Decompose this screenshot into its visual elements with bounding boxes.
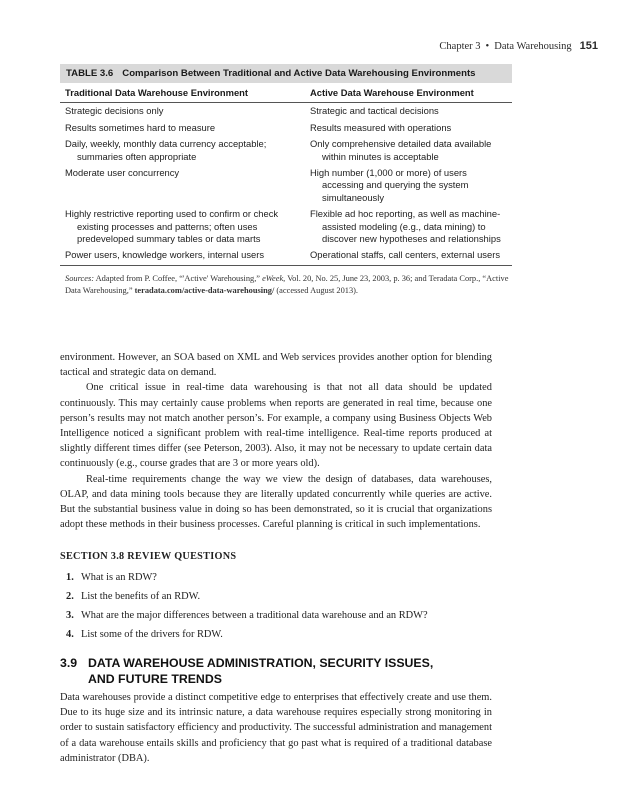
cell-text: High number (1,000 or more) of users accessing and querying the system simultaneously <box>310 167 469 203</box>
list-item <box>66 606 496 625</box>
body-paragraph-3: Real-time requirements change the way we view the design of databases, data warehouses, OLAP, and data mining tools because they are literally updated concurrently while queries are active. But the substantial business value in doing so has been demonstrated, so it is crucial that organizations adopt these methods in their business processes. Careful planning is critical in such implementations. <box>60 473 492 531</box>
header-separator: • <box>485 41 490 52</box>
table-label: TABLE 3.6 <box>66 68 114 79</box>
table-cell <box>60 103 305 120</box>
column-header-active: Active Data Warehouse Environment <box>305 83 512 103</box>
table-cell <box>60 247 305 265</box>
table-row <box>60 103 512 120</box>
question-text: What are the major differences between a traditional data warehouse and an RDW? <box>81 610 428 621</box>
section-heading <box>60 655 500 687</box>
column-header-traditional: Traditional Data Warehouse Environment <box>60 83 305 103</box>
table-cell <box>305 120 512 136</box>
section-paragraph: Data warehouses provide a distinct competitive edge to enterprises that effectively create and use them. Due to its huge size and its intrinsic nature, a data warehouse requires especially strong monitoring in order to sustain satisfactory efficiency and productivity. The successful administration and management of a data warehouse entails skills and proficiency that go past what is required of a traditional database administrator (DBA). <box>60 692 492 764</box>
cell-text: Only comprehensive detailed data available within minutes is acceptable <box>310 138 492 162</box>
table-cell <box>60 120 305 136</box>
cell-text: Strategic and tactical decisions <box>310 105 439 117</box>
table-row <box>60 120 512 136</box>
sources-text-3: (accessed August 2013). <box>274 286 359 296</box>
table-cell <box>305 165 512 206</box>
body-text <box>60 350 492 532</box>
body-paragraph-2: One critical issue in real-time data warehousing is that not all data should be updated continuously. This may certainly cause problems when reports are generated in real time, because one person’s results may not match another person’s. For example, a company using Business Objects Web Intelligence noticed a significant problem with real-time intelligence. Real-time reports produced at slightly different times differ (see Peterson, 2003). Also, it may not be necessary to update certain data continuously (e.g., course grades that are 3 or more years old). <box>60 382 492 470</box>
comparison-table <box>60 83 512 266</box>
sources-url-link[interactable]: teradata.com/active-data-warehousing/ <box>134 286 275 296</box>
review-questions-heading: SECTION 3.8 REVIEW QUESTIONS <box>60 551 237 562</box>
question-number: 1. <box>66 572 74 583</box>
table-cell <box>305 136 512 165</box>
table-row <box>60 206 512 247</box>
table-header-row <box>60 83 512 103</box>
table-caption <box>60 64 512 83</box>
table-cell <box>60 165 305 206</box>
question-text: List some of the drivers for RDW. <box>81 629 223 640</box>
running-header <box>60 40 598 52</box>
sources-label: Sources: <box>65 273 94 283</box>
cell-text: Daily, weekly, monthly data currency acceptable; summaries often appropriate <box>65 138 267 162</box>
sources-journal: eWeek <box>262 273 284 283</box>
table-title: Comparison Between Traditional and Active Data Warehousing Environments <box>122 68 476 79</box>
review-questions-list <box>66 568 496 644</box>
table-cell <box>305 103 512 120</box>
question-number: 4. <box>66 629 74 640</box>
table-cell <box>60 206 305 247</box>
chapter-title: Data Warehousing <box>494 41 572 52</box>
section-number: 3.9 <box>60 656 78 670</box>
table-cell <box>305 206 512 247</box>
cell-text: Strategic decisions only <box>65 105 164 117</box>
section-title-line-1: DATA WAREHOUSE ADMINISTRATION, SECURITY ISSUES, <box>88 656 434 670</box>
cell-text: Operational staffs, call centers, external users <box>310 249 501 261</box>
body-paragraph-1: environment. However, an SOA based on XML and Web services provides another option for blending tactical and strategic data on demand. <box>60 352 492 379</box>
chapter-label: Chapter 3 <box>439 41 481 52</box>
cell-text: Flexible ad hoc reporting, as well as machine-assisted modeling (e.g., data mining) to discover new hypotheses and relationships <box>310 208 501 245</box>
table-sources-note <box>60 273 512 298</box>
question-text: What is an RDW? <box>81 572 157 583</box>
cell-text: Results measured with operations <box>310 121 452 133</box>
table-row <box>60 136 512 165</box>
table-cell <box>60 136 305 165</box>
question-number: 2. <box>66 591 74 602</box>
list-item <box>66 625 496 644</box>
section-title-line-2: AND FUTURE TRENDS <box>88 672 222 686</box>
comparison-table-block <box>60 64 512 298</box>
cell-text: Power users, knowledge workers, internal users <box>65 249 265 261</box>
list-item <box>66 568 496 587</box>
question-number: 3. <box>66 610 74 621</box>
list-item <box>66 587 496 606</box>
sources-text-2: , Vol. 20, No. 25, June 23, 2003, p. 36; and Teradata Corp., “Active Data Warehousing,” <box>65 273 509 296</box>
table-row <box>60 165 512 206</box>
table-row <box>60 247 512 265</box>
cell-text: Moderate user concurrency <box>65 167 180 179</box>
page-number: 151 <box>579 40 598 52</box>
cell-text: Results sometimes hard to measure <box>65 121 216 133</box>
table-cell <box>305 247 512 265</box>
question-text: List the benefits of an RDW. <box>81 591 201 602</box>
sources-text-1: Adapted from P. Coffee, “'Active' Warehousing,” <box>94 273 263 283</box>
cell-text: Highly restrictive reporting used to confirm or check existing processes and patterns; often uses predeveloped summary tables or data marts <box>65 208 279 245</box>
